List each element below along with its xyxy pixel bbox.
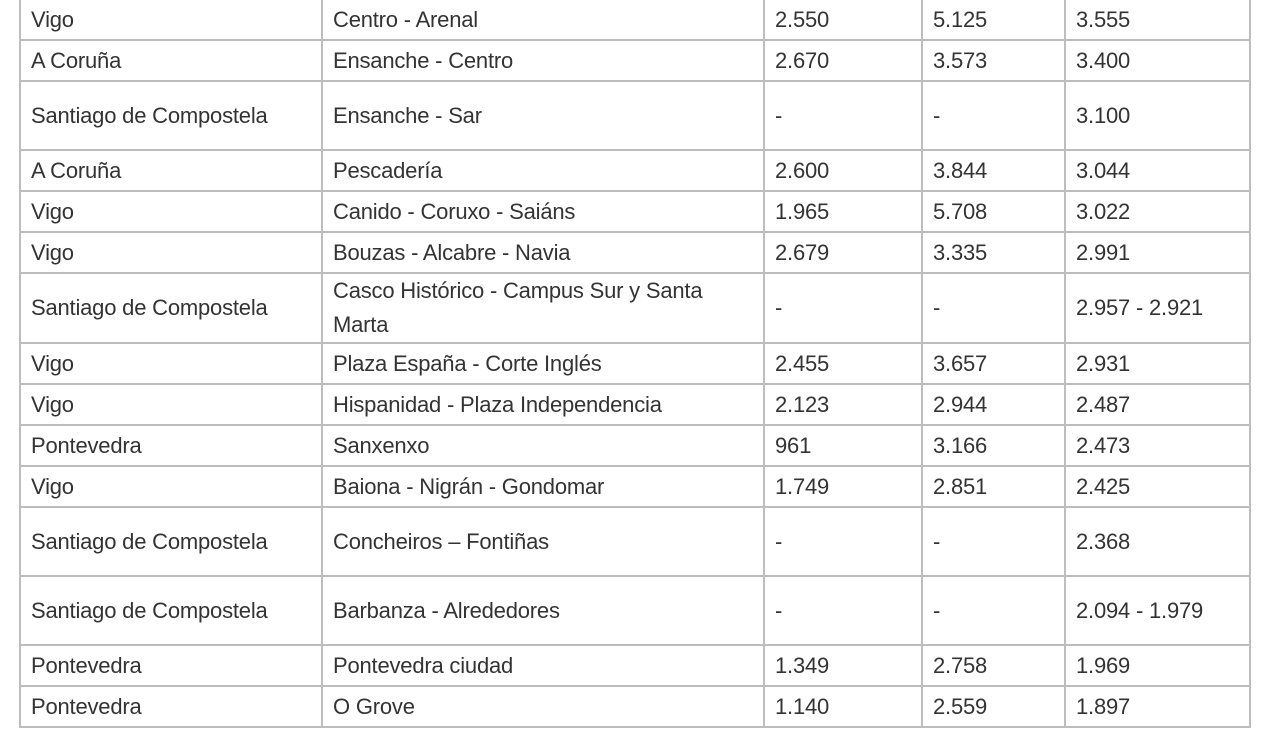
zone-cell: Barbanza - Alrededores xyxy=(322,576,764,645)
value-cell-3: 1.969 xyxy=(1065,645,1250,686)
value-cell-1: - xyxy=(764,273,922,343)
zone-cell: Sanxenxo xyxy=(322,425,764,466)
zone-cell: Canido - Coruxo - Saiáns xyxy=(322,191,764,232)
value-cell-2: 3.573 xyxy=(922,40,1065,81)
value-cell-3: 3.100 xyxy=(1065,81,1250,150)
city-cell: Pontevedra xyxy=(20,425,322,466)
value-cell-1: 2.670 xyxy=(764,40,922,81)
value-cell-3: 2.991 xyxy=(1065,232,1250,273)
value-cell-2: - xyxy=(922,576,1065,645)
table-row xyxy=(20,686,1250,727)
value-cell-1: 2.679 xyxy=(764,232,922,273)
value-cell-3: 2.957 - 2.921 xyxy=(1065,273,1250,343)
value-cell-1: 2.550 xyxy=(764,0,922,40)
value-cell-3: 2.931 xyxy=(1065,343,1250,384)
value-cell-3: 3.022 xyxy=(1065,191,1250,232)
value-cell-1: 961 xyxy=(764,425,922,466)
value-cell-3: 3.555 xyxy=(1065,0,1250,40)
table-row xyxy=(20,232,1250,273)
value-cell-3: 3.044 xyxy=(1065,150,1250,191)
value-cell-1: 1.965 xyxy=(764,191,922,232)
value-cell-3: 2.368 xyxy=(1065,507,1250,576)
value-cell-2: 5.125 xyxy=(922,0,1065,40)
value-cell-2: 3.166 xyxy=(922,425,1065,466)
value-cell-1: 1.349 xyxy=(764,645,922,686)
value-cell-3: 2.094 - 1.979 xyxy=(1065,576,1250,645)
zone-cell: Ensanche - Centro xyxy=(322,40,764,81)
value-cell-2: 2.944 xyxy=(922,384,1065,425)
city-cell: Santiago de Compostela xyxy=(20,81,322,150)
table-row xyxy=(20,150,1250,191)
value-cell-3: 3.400 xyxy=(1065,40,1250,81)
value-cell-1: 2.600 xyxy=(764,150,922,191)
value-cell-2: 3.844 xyxy=(922,150,1065,191)
value-cell-2: 2.758 xyxy=(922,645,1065,686)
zone-cell: O Grove xyxy=(322,686,764,727)
table-row xyxy=(20,0,1250,40)
table-row xyxy=(20,191,1250,232)
table-row xyxy=(20,40,1250,81)
city-cell: Vigo xyxy=(20,384,322,425)
housing-price-table xyxy=(19,0,1251,728)
value-cell-2: 2.559 xyxy=(922,686,1065,727)
city-cell: Vigo xyxy=(20,343,322,384)
city-cell: Santiago de Compostela xyxy=(20,576,322,645)
value-cell-3: 2.487 xyxy=(1065,384,1250,425)
city-cell: Pontevedra xyxy=(20,686,322,727)
value-cell-1: 1.140 xyxy=(764,686,922,727)
value-cell-2: - xyxy=(922,507,1065,576)
value-cell-3: 1.897 xyxy=(1065,686,1250,727)
value-cell-2: 2.851 xyxy=(922,466,1065,507)
zone-cell: Concheiros – Fontiñas xyxy=(322,507,764,576)
value-cell-2: 3.657 xyxy=(922,343,1065,384)
table-row xyxy=(20,466,1250,507)
table-row xyxy=(20,273,1250,343)
value-cell-1: - xyxy=(764,576,922,645)
table-row xyxy=(20,343,1250,384)
value-cell-3: 2.425 xyxy=(1065,466,1250,507)
zone-cell: Plaza España - Corte Inglés xyxy=(322,343,764,384)
zone-cell: Ensanche - Sar xyxy=(322,81,764,150)
zone-cell: Centro - Arenal xyxy=(322,0,764,40)
zone-cell: Bouzas - Alcabre - Navia xyxy=(322,232,764,273)
zone-cell: Casco Histórico - Campus Sur y Santa Marta xyxy=(322,273,764,343)
value-cell-2: - xyxy=(922,81,1065,150)
value-cell-3: 2.473 xyxy=(1065,425,1250,466)
value-cell-1: 2.123 xyxy=(764,384,922,425)
table-row xyxy=(20,384,1250,425)
zone-cell: Hispanidad - Plaza Independencia xyxy=(322,384,764,425)
city-cell: Vigo xyxy=(20,0,322,40)
city-cell: Vigo xyxy=(20,232,322,273)
city-cell: Vigo xyxy=(20,191,322,232)
value-cell-1: - xyxy=(764,507,922,576)
value-cell-1: - xyxy=(764,81,922,150)
zone-cell: Pescadería xyxy=(322,150,764,191)
city-cell: Vigo xyxy=(20,466,322,507)
city-cell: A Coruña xyxy=(20,40,322,81)
value-cell-1: 2.455 xyxy=(764,343,922,384)
city-cell: Santiago de Compostela xyxy=(20,507,322,576)
value-cell-2: 5.708 xyxy=(922,191,1065,232)
city-cell: Santiago de Compostela xyxy=(20,273,322,343)
table-row xyxy=(20,81,1250,150)
table-row xyxy=(20,645,1250,686)
value-cell-2: 3.335 xyxy=(922,232,1065,273)
table-row xyxy=(20,576,1250,645)
zone-cell: Baiona - Nigrán - Gondomar xyxy=(322,466,764,507)
city-cell: A Coruña xyxy=(20,150,322,191)
city-cell: Pontevedra xyxy=(20,645,322,686)
table-row xyxy=(20,425,1250,466)
value-cell-2: - xyxy=(922,273,1065,343)
value-cell-1: 1.749 xyxy=(764,466,922,507)
table-row xyxy=(20,507,1250,576)
zone-cell: Pontevedra ciudad xyxy=(322,645,764,686)
